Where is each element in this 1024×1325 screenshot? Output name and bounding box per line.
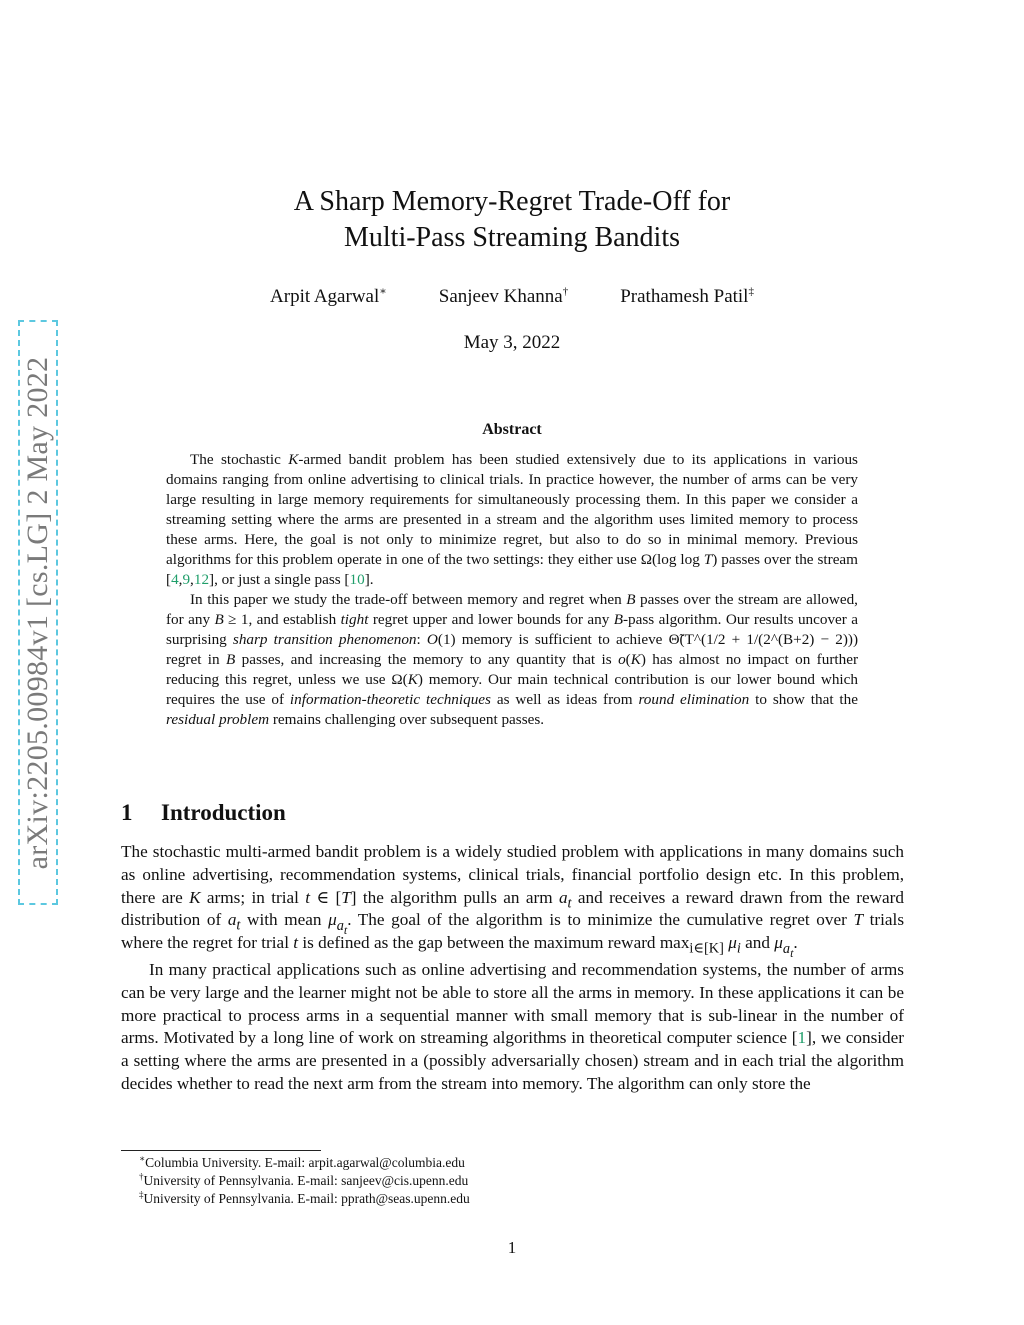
arxiv-side-stamp xyxy=(18,320,58,905)
footnote: ‡University of Pennsylvania. E-mail: pprath@seas.upenn.edu xyxy=(139,1189,470,1206)
citation-link[interactable]: 9 xyxy=(182,571,191,588)
author: Arpit Agarwal∗ xyxy=(270,285,387,307)
footnote-separator xyxy=(121,1150,321,1151)
author: Sanjeev Khanna† xyxy=(438,285,569,307)
citation-link[interactable]: 4 xyxy=(171,571,179,588)
citation-link[interactable]: 1 xyxy=(797,1028,807,1048)
section-title: Introduction xyxy=(161,800,286,825)
paper-title-line-2: Multi-Pass Streaming Bandits xyxy=(344,222,680,253)
abstract-paragraph: In this paper we study the trade-off between memory and regret when B passes over the stream are allowed, for any B ≥ 1, and establish tight regret upper and lower bounds for any B-pass algorithm. Our results uncover a surprising sharp transition phenomenon: O(1) memory is sufficient to achieve Θ̃(T^(1/2 + 1/(2^(B+2) − 2))) regret in B passes, and increasing the memory to any quantity that is o(K) has almost no impact on further reducing this regret, unless we use Ω(K) memory. Our main technical contribution is our lower bound which requires the use of information-theoretic techniques as well as ideas from round elimination to show that the residual problem remains challenging over subsequent passes. xyxy=(166,591,859,728)
section-number: 1 xyxy=(121,800,133,825)
page-number: 1 xyxy=(507,1238,517,1257)
arxiv-identifier: arXiv:2205.00984v1 [cs.LG] 2 May 2022 xyxy=(21,356,54,869)
introduction-body xyxy=(121,841,904,1096)
citation-link[interactable]: 12 xyxy=(193,571,210,588)
footnote: ∗Columbia University. E-mail: arpit.agarwal@columbia.edu xyxy=(139,1153,465,1170)
paper-title-line-1: A Sharp Memory-Regret Trade-Off for xyxy=(293,186,731,217)
publication-date: May 3, 2022 xyxy=(463,332,561,353)
body-paragraph: In many practical applications such as online advertising and recommendation systems, the number of arms can be very large and the learner might not be able to store all the arms in memory. In these applications it can be more practical to process arms in a sequential manner with small memory that is sub-linear in the number of arms. Motivated by a long line of work on streaming algorithms in theoretical computer science [1], we consider a setting where the arms are presented in a (possibly adversarially chosen) stream and in each trial the algorithm decides whether to read the next arm from the stream into memory. The algorithm can only store the xyxy=(121,959,905,1093)
citation-link[interactable]: 10 xyxy=(349,571,365,588)
abstract-paragraph: The stochastic K-armed bandit problem has been studied extensively due to its applications in various domains ranging from online advertising to clinical trials. In practice however, the number of arms can be very large resulting in large memory requirements for simultaneously processing them. In this paper we consider a streaming setting where the arms are presented in a stream and the algorithm uses limited memory to process these arms. Here, the goal is not only to minimize regret, but also to do so in minimal memory. Previous algorithms for this problem operate in one of the two settings: they either use Ω(log log T) passes over the stream [4,9,12], or just a single pass [10]. xyxy=(166,451,858,588)
footnote: †University of Pennsylvania. E-mail: sanjeev@cis.upenn.edu xyxy=(139,1171,469,1188)
abstract-heading: Abstract xyxy=(482,421,542,438)
author-list xyxy=(0,286,1024,308)
abstract-body xyxy=(166,450,858,730)
regret-bound-formula: Θ̃(T^(1/2 + 1/(2^(B+2) − 2))) xyxy=(668,631,859,648)
body-paragraph: The stochastic multi-armed bandit problem is a widely studied problem with applications in many domains such as online advertising, recommendation systems, clinical trials, financial portfolio design etc. In this problem, there are K arms; in trial t ∈ [T] the algorithm pulls an arm $a_t$ and receives a reward drawn from the reward distribution of $a_t$ with mean $\mu_{a_t}$. The goal of the algorithm is to minimize the cumulative regret over T trials where the regret for trial t is defined as the gap between the maximum reward $\max_{i\in[K]} \mu_i$ and $\mu_{a_t}$. xyxy=(121,842,905,960)
section-heading xyxy=(121,800,286,826)
author: Prathamesh Patil‡ xyxy=(620,285,754,307)
